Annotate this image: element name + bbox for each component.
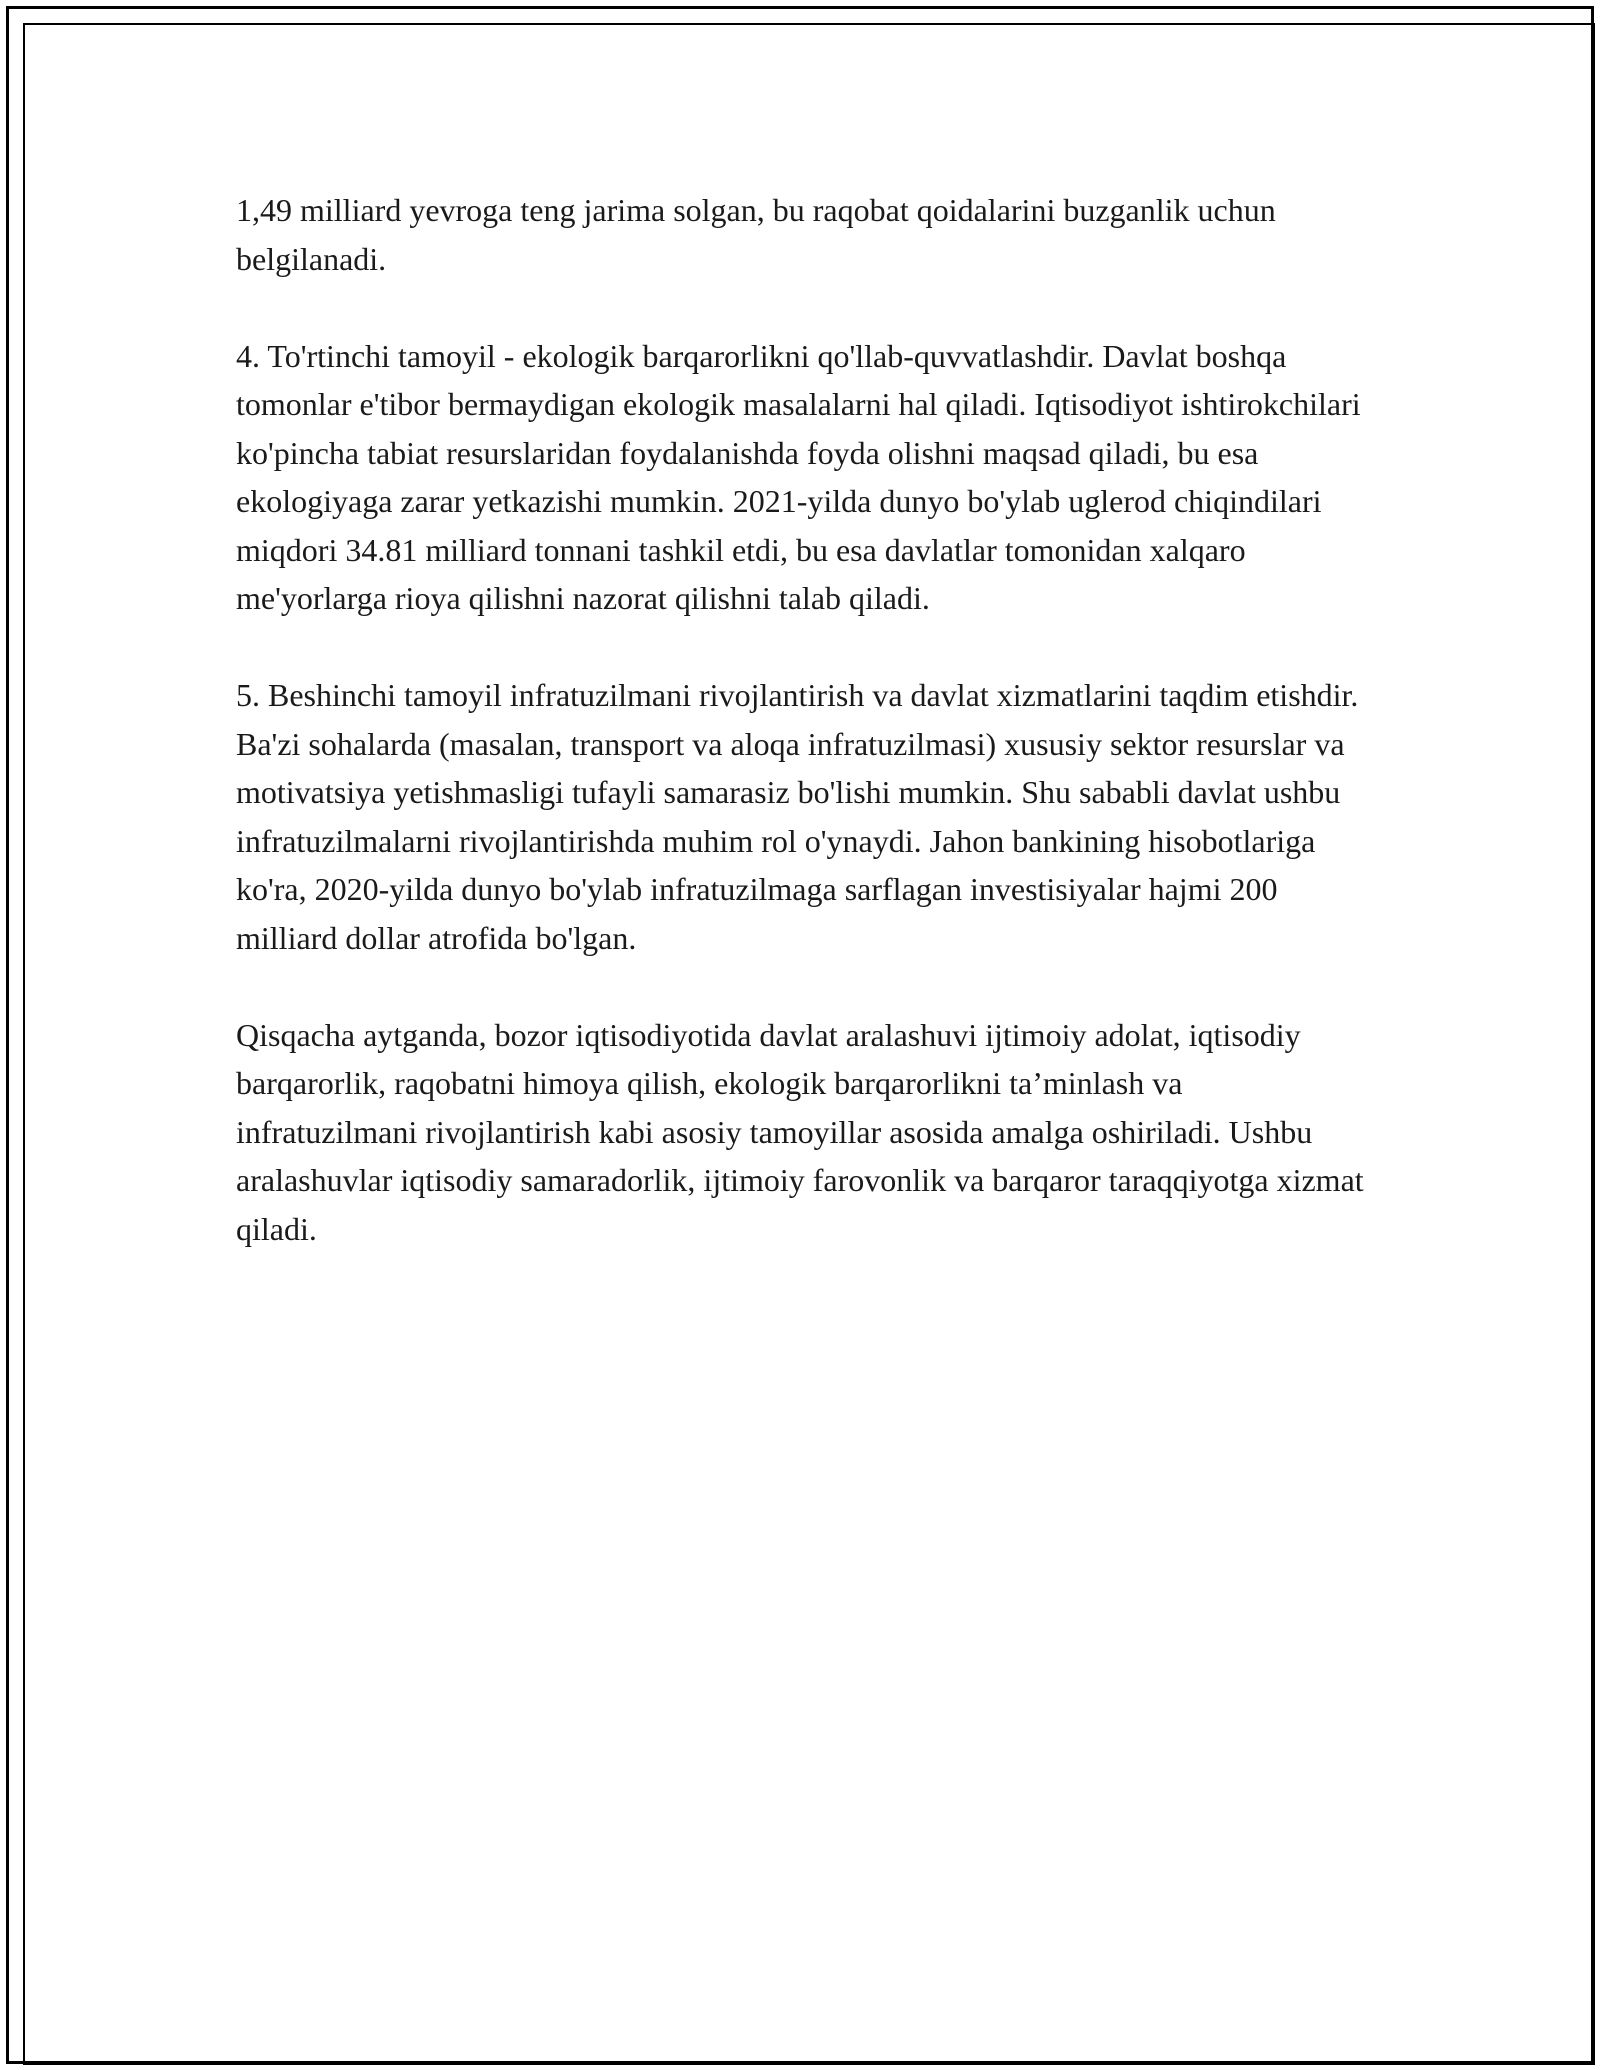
document-body xyxy=(236,186,1366,1253)
paragraph-principle-5: 5. Beshinchi tamoyil infratuzilmani rivojlantirish va davlat xizmatlarini taqdim etishdir. Ba'zi sohalarda (masalan, transport va aloqa infratuzilmasi) xususiy sektor resurslar va motivatsiya yetishmasligi tufayli samarasiz bo'lishi mumkin. Shu sababli davlat ushbu infratuzilmalarni rivojlantirishda muhim rol o'ynaydi. Jahon bankining hisobotlariga ko'ra, 2020-yilda dunyo bo'ylab infratuzilmaga sarflagan investisiyalar hajmi 200 milliard dollar atrofida bo'lgan. xyxy=(236,677,1359,956)
paragraph-principle-4: 4. To'rtinchi tamoyil - ekologik barqarorlikni qo'llab-quvvatlashdir. Davlat boshqa tomonlar e'tibor bermaydigan ekologik masalalarni hal qiladi. Iqtisodiyot ishtirokchilari ko'pincha tabiat resurslaridan foydalanishda foyda olishni maqsad qiladi, bu esa ekologiyaga zarar yetkazishi mumkin. 2021-yilda dunyo bo'ylab uglerod chiqindilari miqdori 34.81 milliard tonnani tashkil etdi, bu esa davlatlar tomonidan xalqaro me'yorlarga rioya qilishni nazorat qilishni talab qiladi. xyxy=(236,337,1361,616)
paragraph-summary: Qisqacha aytganda, bozor iqtisodiyotida davlat aralashuvi ijtimoiy adolat, iqtisodiy barqarorlik, raqobatni himoya qilish, ekologik barqarorlikni ta’minlash va infratuzilmani rivojlantirish kabi asosiy tamoyillar asosida amalga oshiriladi. Ushbu aralashuvlar iqtisodiy samaradorlik, ijtimoiy farovonlik va barqaror taraqqiyotga xizmat qiladi. xyxy=(236,1016,1364,1247)
paragraph-fine-continuation: 1,49 milliard yevroga teng jarima solgan, bu raqobat qoidalarini buzganlik uchun belgilanadi. xyxy=(236,192,1276,277)
